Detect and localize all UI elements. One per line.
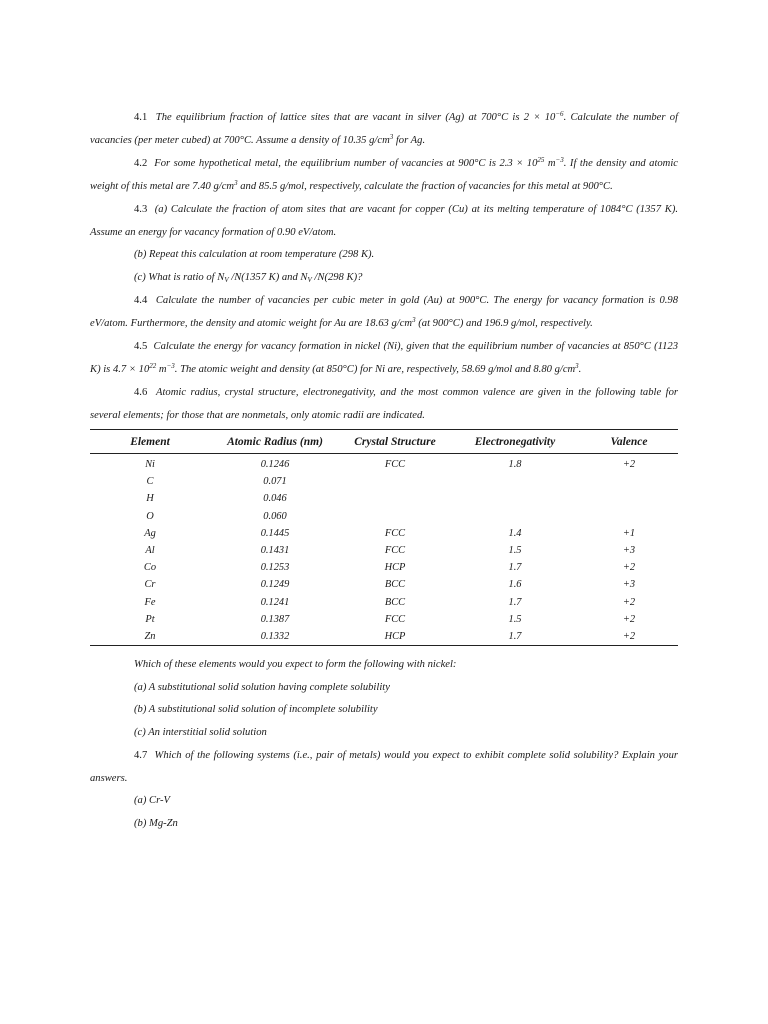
question-4-3-b: (b) Repeat this calculation at room temperature (298 K). [134, 249, 375, 260]
table-cell [580, 490, 678, 507]
table-cell [450, 508, 580, 525]
question-4-1: 4.1 The equilibrium fraction of lattice sites that are vacant in silver (Ag) at 700°C is $2 \times 10^{-6}$. Calculate the number of vacancies (per meter cubed) at 700°C. Assume a density of 10.35 $g/cm^3$ for Ag. [90, 110, 679, 146]
element-properties-table [90, 429, 678, 646]
table-row [90, 525, 678, 542]
table-cell: Co [143, 562, 157, 574]
table-cell: +2 [580, 628, 678, 646]
table-cell: 0.1445 [260, 527, 290, 539]
table-cell: 0.1332 [210, 628, 340, 646]
table-cell: 0.1253 [260, 562, 290, 574]
table-cell: 0.071 [263, 476, 287, 488]
table-cell [580, 473, 678, 490]
table-cell: 1.5 [508, 613, 522, 625]
table-cell [340, 473, 450, 490]
column-header: Crystal Structure [340, 430, 450, 454]
table-row [90, 559, 678, 576]
table-cell: 1.7 [450, 628, 580, 646]
table-cell: Ag [144, 527, 156, 539]
table-cell: 1.7 [508, 562, 522, 574]
column-header: Valence [580, 430, 678, 454]
document-page [90, 106, 678, 835]
table-cell: C [146, 476, 154, 488]
question-4-6-c: (c) An interstitial solid solution [134, 726, 267, 738]
table-row [90, 611, 678, 628]
table-cell: 1.5 [508, 545, 522, 557]
table-row [90, 508, 678, 525]
table-row [90, 542, 678, 559]
table-cell: 0.1246 [260, 459, 290, 471]
table-cell: +2 [622, 562, 636, 574]
table-cell: H [146, 493, 154, 505]
question-4-6: 4.6 Atomic radius, crystal structure, electronegativity, and the most common valence are given in the following table for several elements; for those that are nonmetals, only atomic radii are indicated. [90, 387, 679, 421]
table-cell: +3 [622, 545, 636, 557]
table-row [90, 594, 678, 611]
question-4-5: 4.5 Calculate the energy for vacancy formation in nickel (Ni), given that the equilibrium number of vacancies at 850°C (1123 K) is $4.7 \times 10^{22}$ $m^{-3}$. The atomic weight and density (at 850°C) for Ni are, respectively, 58.69 g/mol and 8.80 $g/cm^3$. [90, 341, 678, 375]
table-cell: 1.6 [508, 579, 522, 591]
table-cell: FCC [384, 459, 406, 471]
table-cell: +3 [622, 579, 636, 591]
table-cell: 1.4 [508, 527, 522, 539]
column-header: Atomic Radius (nm) [210, 430, 340, 454]
table-cell: BCC [384, 579, 406, 591]
table-row [90, 628, 678, 646]
table-header-row [90, 430, 678, 454]
question-4-2: 4.2 For some hypothetical metal, the equilibrium number of vacancies at 900°C is $2.3 \times 10^{25}$ $m^{-3}$. If the density and atomic weight of this metal are 7.40 $g/cm^3$ and 85.5 g/mol, respectively, calculate the fraction of vacancies for this metal at 900°C. [90, 156, 678, 192]
table-cell: Fe [144, 596, 156, 608]
table-row [90, 490, 678, 507]
question-4-3: 4.3 (a) Calculate the fraction of atom sites that are vacant for copper (Cu) at its melting temperature of 1084°C (1357 K). Assume an energy for vacancy formation of 0.90 eV/atom. [90, 204, 679, 238]
question-4-4: 4.4 Calculate the number of vacancies per cubic meter in gold (Au) at 900°C. The energy for vacancy formation is 0.98 eV/atom. Furthermore, the density and atomic weight for Au are 18.63 $g/cm^3$ (at 900°C) and 196.9 g/mol, respectively. [90, 295, 679, 329]
table-cell [450, 473, 580, 490]
table-cell: 0.046 [263, 493, 287, 505]
table-cell: +2 [622, 613, 636, 625]
table-cell: 0.1241 [260, 596, 290, 608]
table-cell: +1 [622, 527, 636, 539]
table-cell [340, 508, 450, 525]
table-cell: 0.1387 [260, 613, 290, 625]
question-4-6-a: (a) A substitutional solid solution having complete solubility [134, 681, 390, 693]
table-cell: Pt [145, 613, 155, 625]
column-header: Element [90, 430, 210, 454]
question-4-7-b: (b) Mg-Zn [134, 817, 178, 829]
table-cell: FCC [384, 613, 406, 625]
column-header: Electronegativity [450, 430, 580, 454]
table-body [90, 454, 678, 646]
table-cell: 0.1249 [260, 579, 290, 591]
table-cell: Ni [145, 459, 155, 471]
table-cell: 1.8 [508, 459, 522, 471]
table-cell: +2 [622, 596, 636, 608]
table-cell: Al [145, 545, 155, 557]
table-cell: HCP [384, 562, 406, 574]
question-4-6-b: (b) A substitutional solid solution of incomplete solubility [134, 704, 378, 716]
table-cell: 1.7 [508, 596, 522, 608]
table-cell: FCC [384, 545, 406, 557]
table-cell [340, 490, 450, 507]
table-cell: O [146, 510, 154, 522]
question-4-7: 4.7 Which of the following systems (i.e., pair of metals) would you expect to exhibit complete solid solubility? Explain your answers. [90, 750, 678, 785]
table-cell: HCP [340, 628, 450, 646]
question-4-6-intro: Which of these elements would you expect to form the following with nickel: [134, 659, 457, 671]
table-cell [450, 490, 580, 507]
table-row [90, 473, 678, 490]
table-cell [580, 508, 678, 525]
table-cell: 0.1431 [260, 545, 290, 557]
table-cell: FCC [384, 527, 406, 539]
table-cell: Cr [144, 579, 156, 591]
question-4-7-a: (a) Cr-V [134, 795, 170, 807]
table-cell: Zn [90, 628, 210, 646]
table-row [90, 576, 678, 593]
table-row [90, 454, 678, 474]
table-cell: 0.060 [263, 510, 287, 522]
table-cell: BCC [384, 596, 406, 608]
table-cell: +2 [622, 459, 636, 471]
question-4-3-c: (c) What is ratio of $N_V$ /N(1357 K) and $N_V$ /N(298 K)? [134, 271, 363, 284]
